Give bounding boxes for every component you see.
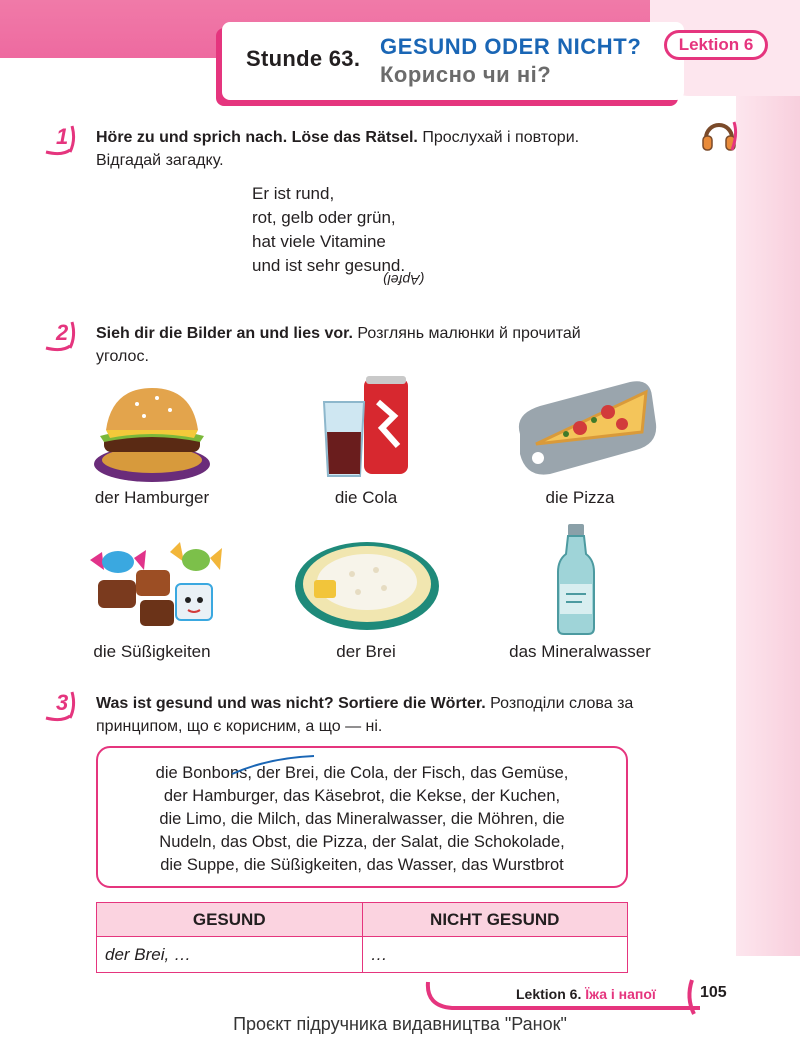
- task1-instruction-uk: Прослухай і повтори. Відгадай загадку.: [96, 129, 580, 169]
- footer-lesson-prefix: Lektion 6.: [516, 986, 582, 1002]
- page-number: 105: [700, 984, 727, 1001]
- task3-instruction-uk: Розподіли слова за принципом, що є корисним, а що — ні.: [96, 695, 634, 735]
- food-label: die Cola: [334, 488, 398, 507]
- riddle-answer: (Apfel): [383, 272, 425, 288]
- food-label: der Hamburger: [94, 488, 210, 507]
- word-bank-line: die Bonbons, der Brei, die Cola, der Fisch, das Gemüse,: [155, 764, 569, 782]
- task3-instruction: [96, 692, 636, 738]
- food-label: das Mineralwasser: [509, 642, 651, 661]
- table-cell-gesund[interactable]: der Brei, …: [97, 937, 363, 973]
- word-bank-line: die Suppe, die Süßigkeiten, das Wasser, das Wurstbrot: [160, 856, 564, 874]
- word-bank-line: Nudeln, das Obst, die Pizza, der Salat, die Schokolade,: [159, 833, 565, 851]
- word-bank-line: die Limo, die Milch, das Mineralwasser, die Möhren, die: [159, 810, 565, 828]
- riddle-poem: [252, 182, 405, 278]
- task1-instruction: [96, 126, 636, 172]
- poem-line: Er ist rund,: [252, 184, 335, 203]
- food-label: der Brei: [336, 642, 396, 661]
- cola-icon: [298, 372, 438, 482]
- page-title-de: GESUND ODER NICHT?: [380, 34, 642, 59]
- sort-table: [96, 902, 628, 973]
- porridge-icon: [292, 534, 432, 644]
- poem-line: hat viele Vitamine: [252, 232, 386, 251]
- poem-line: rot, gelb oder grün,: [252, 208, 396, 227]
- publisher-credit: Проєкт підручника видавництва "Ранок": [233, 1014, 567, 1034]
- page-title-uk: Корисно чи ні?: [380, 62, 552, 87]
- headphones-icon[interactable]: [700, 114, 738, 154]
- lektion-badge: Lektion 6: [664, 30, 768, 60]
- hamburger-icon: [82, 380, 222, 490]
- footer-lesson-title: Їжа і напої: [585, 986, 656, 1002]
- food-label: die Pizza: [545, 488, 615, 507]
- task-number-2: 2: [42, 318, 76, 352]
- task2-instruction-uk: Розглянь малюнки й прочитай уголос.: [96, 325, 581, 365]
- task-number-1: 1: [42, 122, 76, 156]
- footer-lesson: [516, 986, 656, 1002]
- table-header-gesund: GESUND: [97, 903, 363, 937]
- task1-instruction-de: Höre zu und sprich nach. Löse das Rätsel.: [96, 129, 418, 146]
- word-bank-line: der Hamburger, das Käsebrot, die Kekse, der Kuchen,: [163, 787, 561, 805]
- table-header-nicht-gesund: NICHT GESUND: [362, 903, 628, 937]
- mineral-water-icon: [516, 524, 636, 634]
- task-number-3: 3: [42, 688, 76, 722]
- pizza-icon: [510, 374, 650, 484]
- word-bank: [96, 746, 628, 888]
- poem-line: und ist sehr gesund.: [252, 256, 406, 275]
- food-label: die Süßigkeiten: [93, 642, 211, 661]
- task2-instruction: [96, 322, 636, 368]
- task3-instruction-de: Was ist gesund und was nicht? Sortiere die Wörter.: [96, 695, 486, 712]
- lesson-number: Stunde 63.: [246, 46, 361, 71]
- table-cell-nicht-gesund[interactable]: …: [362, 937, 628, 973]
- task2-instruction-de: Sieh dir die Bilder an und lies vor.: [96, 325, 353, 342]
- sweets-icon: [80, 530, 220, 640]
- strike-through-mark: [228, 752, 318, 778]
- page-side-strip: [736, 96, 800, 956]
